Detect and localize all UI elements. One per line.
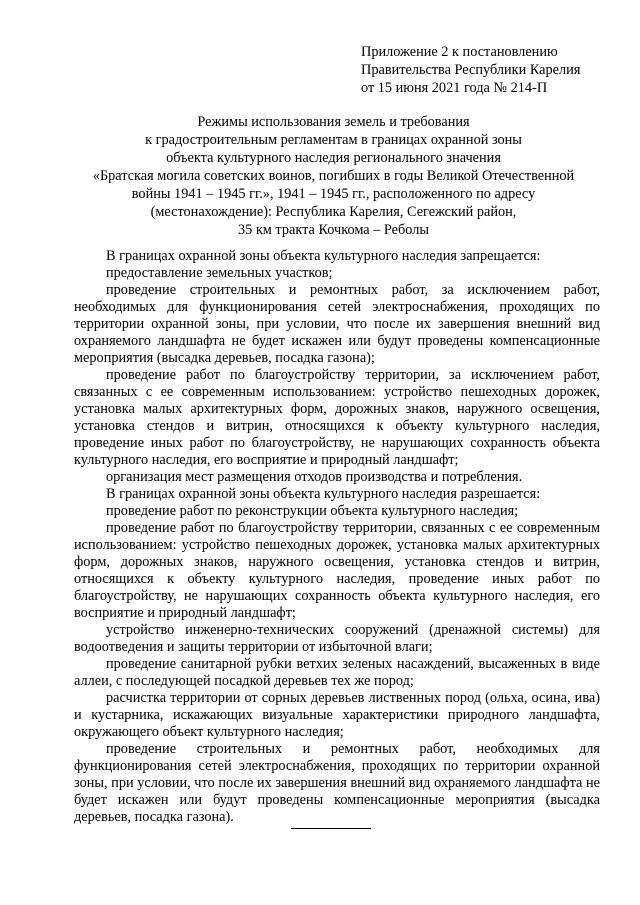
prohibited-heading: В границах охранной зоны объекта культурного наследия запрещается:: [106, 248, 541, 264]
appendix-line: от 15 июня 2021 года № 214-П: [361, 80, 548, 96]
prohibited-item: проведение строительных и ремонтных работ, за исключением работ, необходимых для функционирования сетей электроснабжения, проходящих по территории охранной зоны, при условии, что после их завершения внешний вид охраняемого ландшафта не будет искажен или будут проведены компенсационные мероприятия (высадка деревьев, посадка газона);: [74, 282, 600, 366]
document-body: [74, 248, 600, 826]
appendix-header: [361, 43, 580, 97]
permitted-item: устройство инженерно-технических сооружений (дренажной системы) для водоотведения и защиты территории от избыточной влаги;: [74, 622, 600, 655]
permitted-item: расчистка территории от сорных деревьев лиственных пород (ольха, осина, ива) и кустарника, искажающих визуальные характеристики природного ландшафта, окружающего объект культурного наследия;: [74, 690, 600, 740]
appendix-line: Приложение 2 к постановлению: [361, 44, 558, 60]
prohibited-item: проведение работ по благоустройству территории, за исключением работ, связанных с ее современным использованием: устройство пешеходных дорожек, установка малых архитектурных форм, дорожных знаков, наружного освещения, установка стендов и витрин, относящихся к объекту культурного наследия, проведение иных работ по благоустройству, не нарушающих сохранность объекта культурного наследия, его восприятие и природный ландшафт;: [74, 367, 600, 468]
permitted-item: проведение строительных и ремонтных работ, необходимых для функционирования сетей электроснабжения, проходящих по территории охранной зоны, при условии, что после их завершения внешний вид охраняемого ландшафта не будет искажен или будут проведены компенсационные мероприятия (высадка деревьев, посадка газона).: [74, 741, 600, 825]
closing-divider: [291, 828, 371, 829]
title-line: Режимы использования земель и требования: [197, 114, 470, 130]
document-title: [70, 113, 597, 239]
permitted-item: проведение работ по благоустройству территории, связанных с ее современным использованием: устройство пешеходных дорожек, установка малых архитектурных форм, дорожных знаков, наружного освещения, установка стендов и витрин, относящихся к объекту культурного наследия, проведение иных работ по благоустройству, не нарушающих сохранность объекта культурного наследия, его восприятие и природный ландшафт;: [74, 520, 600, 621]
title-line: «Братская могила советских воинов, погибших в годы Великой Отечественной: [92, 168, 575, 184]
title-line: к градостроительным регламентам в границах охранной зоны: [145, 132, 522, 148]
permitted-item: проведение работ по реконструкции объекта культурного наследия;: [106, 503, 519, 519]
title-line: 35 км тракта Кочкома – Реболы: [237, 222, 430, 238]
prohibited-item: организация мест размещения отходов производства и потребления.: [106, 469, 523, 485]
title-line: войны 1941 – 1945 гг.», 1941 – 1945 гг., расположенного по адресу: [131, 186, 536, 202]
permitted-heading: В границах охранной зоны объекта культурного наследия разрешается:: [106, 486, 541, 502]
title-line: объекта культурного наследия регионального значения: [166, 150, 501, 166]
appendix-line: Правительства Республики Карелия: [361, 62, 581, 78]
permitted-item: проведение санитарной рубки ветхих зеленых насаждений, высаженных в виде аллеи, с последующей посадкой деревьев тех же пород;: [74, 656, 600, 689]
prohibited-item: предоставление земельных участков;: [106, 265, 333, 281]
title-line: (местонахождение): Республика Карелия, Сегежский район,: [150, 204, 517, 220]
